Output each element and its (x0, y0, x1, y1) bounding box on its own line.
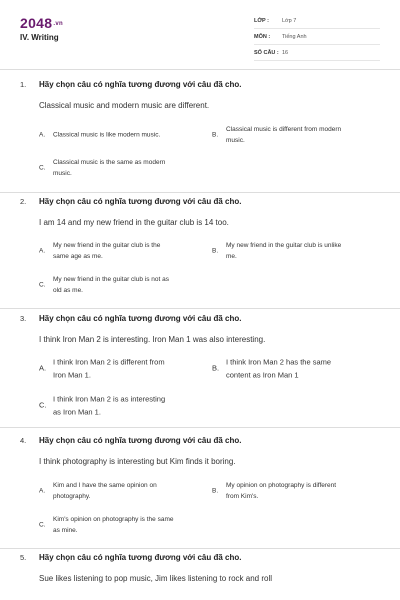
question-prompt: Hãy chọn câu có nghĩa tương đương với câu đã cho. (39, 314, 242, 323)
option-text: My new friend in the guitar club is the same age as me. (53, 241, 161, 260)
option-b[interactable] (212, 478, 382, 504)
option-a[interactable] (39, 125, 199, 145)
option-a[interactable] (39, 478, 209, 504)
option-b[interactable] (212, 122, 382, 148)
question-number: 1. (20, 80, 27, 89)
option-letter: C. (39, 164, 46, 172)
option-letter: A. (39, 487, 46, 495)
logo-suffix: .vn (53, 21, 63, 28)
question-prompt: Hãy chọn câu có nghĩa tương đương với câu đã cho. (39, 80, 242, 89)
question-sentence: Sue likes listening to pop music, Jim likes listening to rock and roll (39, 574, 272, 583)
option-b[interactable] (212, 355, 382, 383)
option-a[interactable] (39, 355, 209, 383)
meta-value: 16 (282, 49, 289, 56)
option-text: Classical music is the same as modern music. (53, 158, 166, 177)
section-title: IV. Writing (20, 33, 59, 42)
question-1 (0, 80, 400, 193)
meta-key: LỚP : (254, 17, 269, 24)
option-letter: C. (39, 281, 46, 289)
meta-row-count (254, 45, 380, 61)
option-text: My new friend in the guitar club is unlike me. (226, 241, 342, 260)
question-prompt: Hãy chọn câu có nghĩa tương đương với câu đã cho. (39, 553, 242, 562)
site-logo[interactable] (20, 15, 63, 31)
meta-info (254, 13, 380, 61)
meta-key: SỐ CÂU : (254, 49, 279, 56)
header-divider (0, 69, 400, 70)
option-text: Classical music is like modern music. (53, 131, 161, 139)
meta-key: MÔN : (254, 33, 271, 40)
question-number: 3. (20, 314, 27, 323)
option-c[interactable] (39, 392, 209, 420)
option-a[interactable] (39, 238, 209, 264)
option-b[interactable] (212, 238, 382, 264)
question-sentence: Classical music and modern music are different. (39, 101, 210, 110)
question-sentence: I am 14 and my new friend in the guitar club is 14 too. (39, 218, 229, 227)
meta-row-class (254, 13, 380, 29)
question-number: 5. (20, 553, 27, 562)
option-letter: B. (212, 131, 219, 139)
option-c[interactable] (39, 272, 209, 298)
option-text: I think Iron Man 2 is different from Iron Man 1. (53, 357, 165, 379)
option-letter: C. (39, 521, 46, 529)
meta-row-subject (254, 29, 380, 45)
option-text: I think Iron Man 2 has the same content as Iron Man 1 (226, 357, 332, 379)
page-header (0, 0, 400, 64)
question-number: 2. (20, 197, 27, 206)
option-c[interactable] (39, 512, 209, 538)
option-letter: A. (39, 363, 47, 373)
question-sentence: I think photography is interesting but Kim finds it boring. (39, 457, 236, 466)
question-2 (0, 197, 400, 309)
option-text: Kim's opinion on photography is the same as mine. (53, 515, 174, 534)
option-text: Kim and I have the same opinion on photography. (53, 481, 157, 500)
option-letter: C. (39, 400, 47, 410)
option-text: My opinion on photography is different from Kim's. (226, 481, 337, 500)
question-5 (0, 553, 400, 600)
logo-text: 2048 (20, 15, 53, 31)
option-text: Classical music is different from modern music. (226, 125, 342, 144)
meta-value: Tiếng Anh (282, 33, 307, 40)
meta-value: Lớp 7 (282, 17, 297, 24)
option-letter: A. (39, 131, 46, 139)
option-letter: B. (212, 363, 220, 373)
question-prompt: Hãy chọn câu có nghĩa tương đương với câu đã cho. (39, 197, 242, 206)
question-sentence: I think Iron Man 2 is interesting. Iron Man 1 was also interesting. (39, 335, 266, 344)
option-c[interactable] (39, 155, 209, 181)
question-prompt: Hãy chọn câu có nghĩa tương đương với câu đã cho. (39, 436, 242, 445)
option-letter: A. (39, 247, 46, 255)
question-number: 4. (20, 436, 27, 445)
question-4 (0, 436, 400, 549)
option-text: My new friend in the guitar club is not as old as me. (53, 275, 169, 294)
question-3 (0, 314, 400, 428)
option-letter: B. (212, 487, 219, 495)
option-letter: B. (212, 247, 219, 255)
option-text: I think Iron Man 2 is as interesting as Iron Man 1. (53, 394, 166, 416)
